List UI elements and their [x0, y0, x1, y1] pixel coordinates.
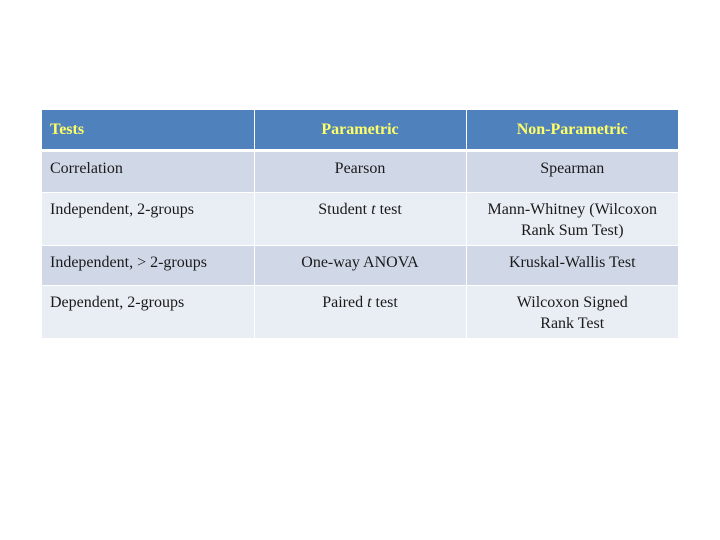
parametric-italic: t: [367, 294, 372, 311]
test-cell: Correlation: [42, 151, 254, 193]
test-cell: Independent, > 2-groups: [42, 246, 254, 286]
nonparametric-line: Spearman: [540, 160, 605, 177]
parametric-text-post: test: [375, 201, 402, 218]
header-non-parametric: Non-Parametric: [466, 110, 678, 151]
parametric-cell: [254, 286, 466, 339]
header-row: [42, 110, 678, 151]
nonparametric-cell: [466, 246, 678, 286]
nonparametric-cell: [466, 151, 678, 193]
nonparametric-line: Mann-Whitney (Wilcoxon: [487, 201, 658, 218]
parametric-text: Student: [318, 201, 372, 218]
parametric-text: One-way ANOVA: [301, 254, 419, 271]
table-row: [42, 286, 678, 339]
test-cell: Independent, 2-groups: [42, 193, 254, 246]
parametric-cell: [254, 151, 466, 193]
parametric-text: Pearson: [334, 160, 386, 177]
header-parametric: Parametric: [254, 110, 466, 151]
parametric-italic: t: [371, 201, 376, 218]
nonparametric-line: Wilcoxon Signed: [516, 294, 628, 311]
parametric-text: Paired: [322, 294, 368, 311]
table-row: [42, 193, 678, 246]
nonparametric-cell: [466, 286, 678, 339]
table-row: [42, 151, 678, 193]
parametric-cell: [254, 246, 466, 286]
nonparametric-line: Rank Sum Test): [520, 222, 624, 239]
parametric-text-post: test: [371, 294, 398, 311]
parametric-cell: [254, 193, 466, 246]
header-tests: Tests: [42, 110, 254, 151]
nonparametric-line: Kruskal-Wallis Test: [508, 254, 636, 271]
nonparametric-cell: [466, 193, 678, 246]
test-cell: Dependent, 2-groups: [42, 286, 254, 339]
statistical-tests-table: [42, 110, 678, 339]
nonparametric-line: Rank Test: [540, 315, 605, 332]
table-row: [42, 246, 678, 286]
